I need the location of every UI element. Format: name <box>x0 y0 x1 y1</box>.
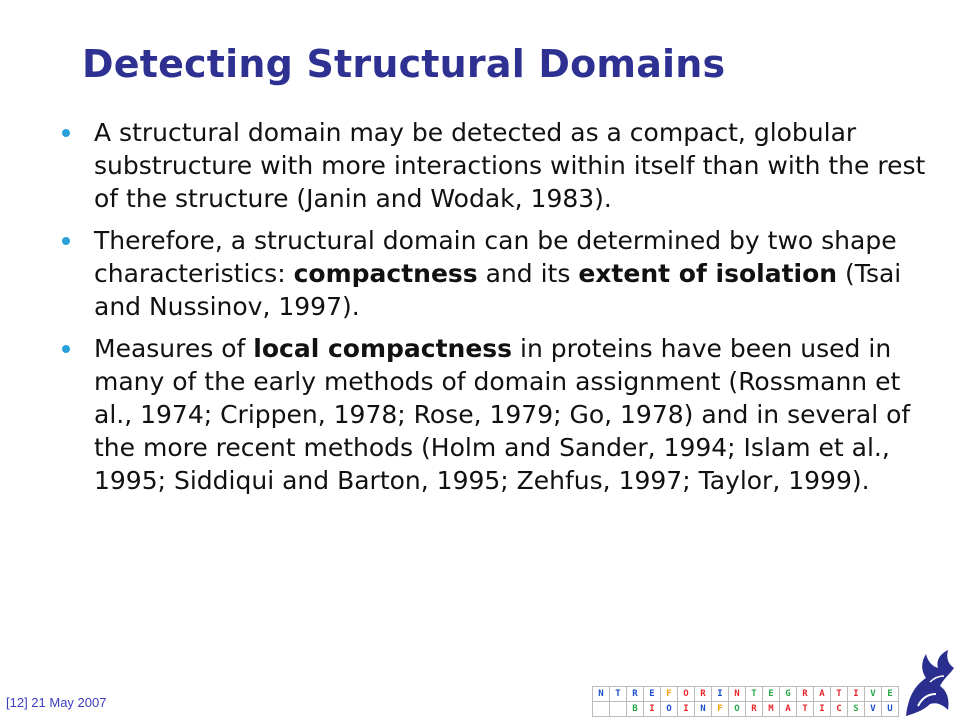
logo-letter: A <box>814 687 830 701</box>
bullet-marker-icon <box>62 345 70 353</box>
logo-letter: I <box>644 702 660 716</box>
bullet-text: in proteins have been used in many of the early methods of domain assignment (Rossmann et al., 1974; Crippen, 1978; Rose, 1979; Go, 1978) and in several of the more recent methods (Holm and Sander, 1994; Islam et al., 1995; Siddiqui and Barton, 1995; Zehfus, 1997; Taylor, 1999). <box>94 334 911 495</box>
bullet-text: Measures of <box>94 334 254 363</box>
logo-letter: R <box>797 687 813 701</box>
logo-letter: R <box>695 687 711 701</box>
bullet-text: and its <box>477 259 579 288</box>
bullet-bold-text: local compactness <box>253 334 513 363</box>
bullet-bold-text: extent of isolation <box>578 259 838 288</box>
logo-letter: S <box>848 702 864 716</box>
logo-letter: M <box>763 702 779 716</box>
footer-date: [12] 21 May 2007 <box>6 695 107 710</box>
bullet-bold-text: compactness <box>293 259 478 288</box>
vu-griffin-logo-icon <box>896 648 956 716</box>
logo-letter: T <box>746 687 762 701</box>
logo-letter: I <box>678 702 694 716</box>
bullet-item <box>62 332 932 497</box>
logo-letter: T <box>797 702 813 716</box>
logo-letter: T <box>831 687 847 701</box>
logo-letter: N <box>729 687 745 701</box>
logo-letter: C <box>831 702 847 716</box>
logo-letter: B <box>627 702 643 716</box>
logo-letter: N <box>593 687 609 701</box>
logo-letter: O <box>661 702 677 716</box>
logo-letter: O <box>678 687 694 701</box>
logo-letter: I <box>848 687 864 701</box>
slide-title: Detecting Structural Domains <box>82 42 726 86</box>
logo-letter: F <box>712 702 728 716</box>
bullet-marker-icon <box>62 129 70 137</box>
logo-letter: R <box>627 687 643 701</box>
bullet-item <box>62 116 932 215</box>
logo-letter <box>593 702 609 716</box>
logo-letter: O <box>729 702 745 716</box>
logo-letter: N <box>695 702 711 716</box>
logo-letter: U <box>882 702 898 716</box>
bullet-text: (Tsai and Nussinov, 1997). <box>94 259 902 321</box>
cib-logo-grid <box>592 686 899 717</box>
logo-letter: E <box>763 687 779 701</box>
logo-letter: I <box>814 702 830 716</box>
logo-letter <box>610 702 626 716</box>
logo-letter: I <box>712 687 728 701</box>
logo-letter: E <box>882 687 898 701</box>
logo-letter: V <box>865 687 881 701</box>
logo-letter: T <box>610 687 626 701</box>
bullet-marker-icon <box>62 237 70 245</box>
bullet-text: Therefore, a structural domain can be determined by two shape characteristics: <box>94 226 897 288</box>
logo-letter: G <box>780 687 796 701</box>
bullet-list <box>62 116 932 506</box>
logo-letter: R <box>746 702 762 716</box>
bullet-text: A structural domain may be detected as a compact, globular substructure with more interactions within itself than with the rest of the structure (Janin and Wodak, 1983). <box>94 118 926 213</box>
logo-letter: A <box>780 702 796 716</box>
bullet-item <box>62 224 932 323</box>
logo-letter: E <box>644 687 660 701</box>
logo-letter: F <box>661 687 677 701</box>
logo-letter: V <box>865 702 881 716</box>
